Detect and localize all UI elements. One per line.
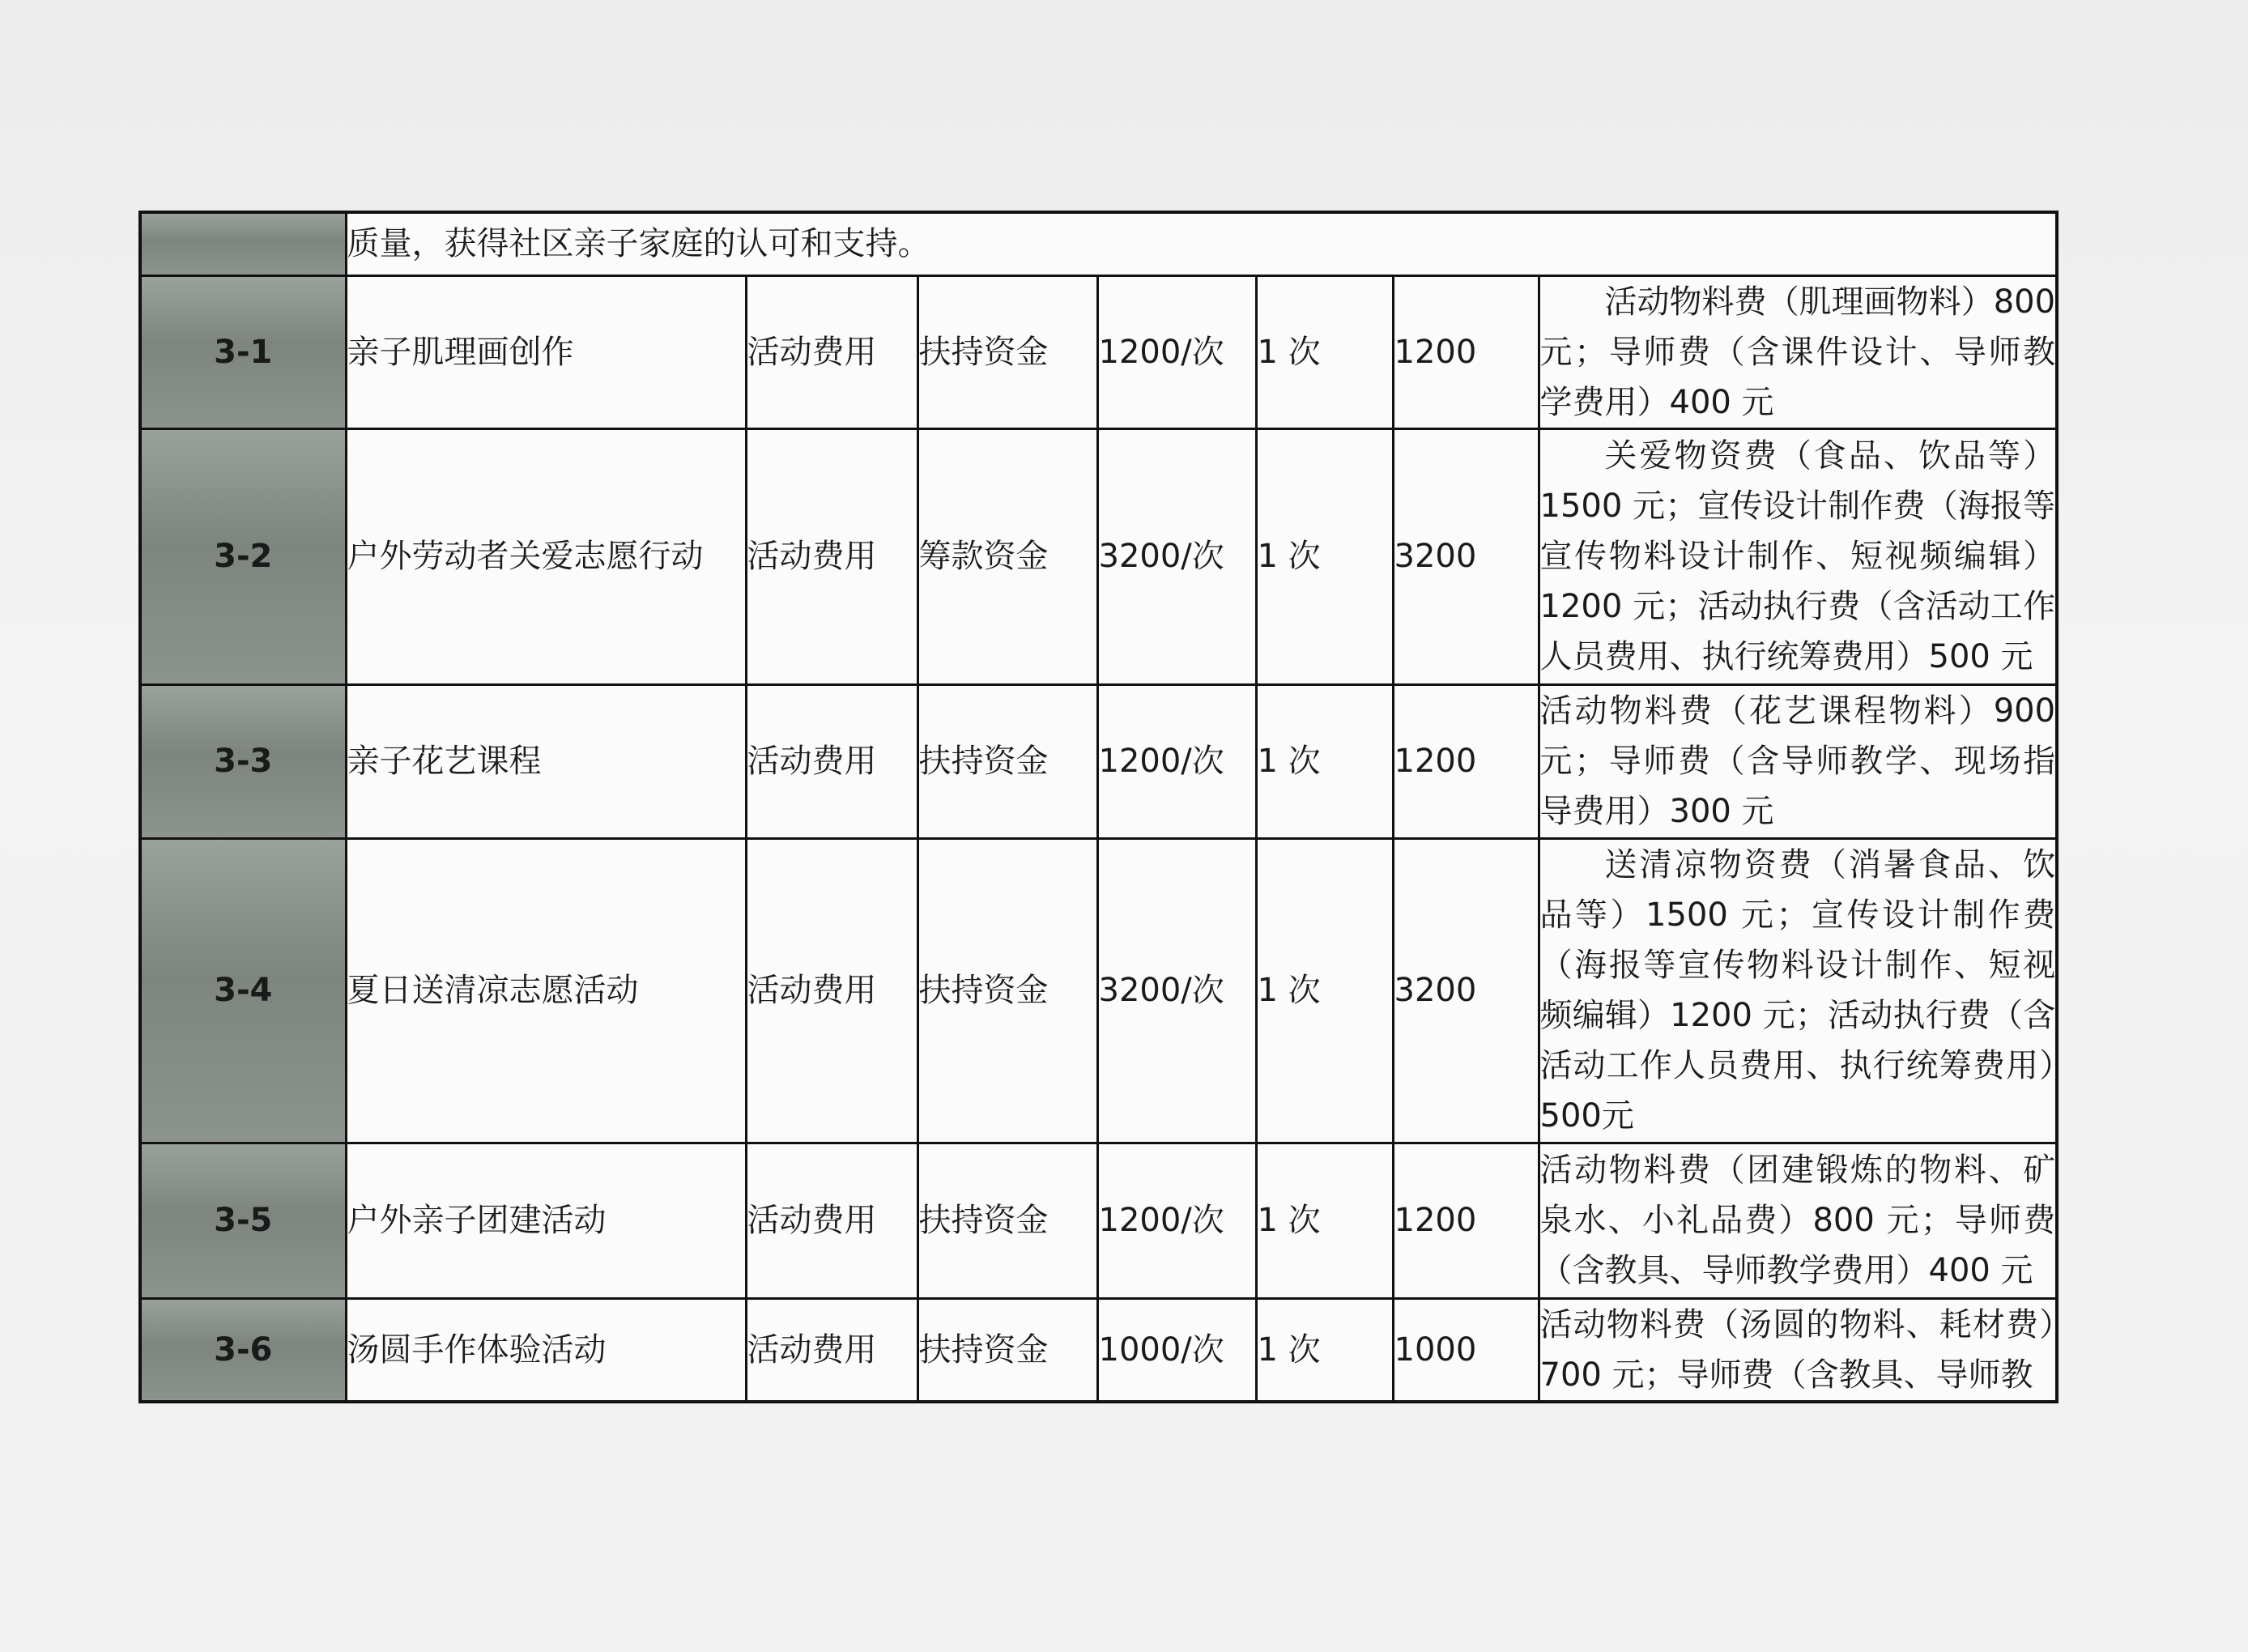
total-amount: 3200 — [1393, 838, 1539, 1143]
row-id: 3-2 — [140, 428, 346, 684]
activity-name: 户外劳动者关爱志愿行动 — [346, 428, 746, 684]
table-row-intro — [140, 212, 2057, 275]
row-id: 3-4 — [140, 838, 346, 1143]
expense-category: 活动费用 — [746, 1298, 918, 1402]
unit-price: 1000/次 — [1097, 1298, 1256, 1402]
activity-name: 亲子肌理画创作 — [346, 275, 746, 428]
session-count: 1 次 — [1256, 275, 1393, 428]
total-amount: 1200 — [1393, 1143, 1539, 1298]
expense-category: 活动费用 — [746, 684, 918, 838]
fund-source: 扶持资金 — [918, 275, 1097, 428]
row-id: 3-6 — [140, 1298, 346, 1402]
table-row — [140, 1143, 2057, 1298]
session-count: 1 次 — [1256, 428, 1393, 684]
cost-description: 活动物料费（肌理画物料）800元；导师费（含课件设计、导师教学费用）400 元 — [1539, 275, 2057, 428]
fund-source: 筹款资金 — [918, 428, 1097, 684]
fund-source: 扶持资金 — [918, 838, 1097, 1143]
expense-category: 活动费用 — [746, 838, 918, 1143]
expense-category: 活动费用 — [746, 275, 918, 428]
row-id: 3-1 — [140, 275, 346, 428]
expense-category: 活动费用 — [746, 1143, 918, 1298]
session-count: 1 次 — [1256, 1298, 1393, 1402]
intro-text: 质量，获得社区亲子家庭的认可和支持。 — [346, 212, 2057, 275]
cost-description: 活动物料费（汤圆的物料、耗材费）700 元；导师费（含教具、导师教 — [1539, 1298, 2057, 1402]
expense-category: 活动费用 — [746, 428, 918, 684]
total-amount: 3200 — [1393, 428, 1539, 684]
total-amount: 1200 — [1393, 684, 1539, 838]
id-cell-empty — [140, 212, 346, 275]
total-amount: 1000 — [1393, 1298, 1539, 1402]
activity-name: 亲子花艺课程 — [346, 684, 746, 838]
total-amount: 1200 — [1393, 275, 1539, 428]
cost-description: 活动物料费（团建锻炼的物料、矿泉水、小礼品费）800 元；导师费（含教具、导师教学费用）400 元 — [1539, 1143, 2057, 1298]
session-count: 1 次 — [1256, 1143, 1393, 1298]
row-id: 3-5 — [140, 1143, 346, 1298]
unit-price: 3200/次 — [1097, 838, 1256, 1143]
activity-name: 汤圆手作体验活动 — [346, 1298, 746, 1402]
unit-price: 3200/次 — [1097, 428, 1256, 684]
fund-source: 扶持资金 — [918, 684, 1097, 838]
unit-price: 1200/次 — [1097, 684, 1256, 838]
cost-description: 送清凉物资费（消暑食品、饮品等）1500 元；宣传设计制作费（海报等宣传物料设计制作、短视频编辑）1200 元；活动执行费（含活动工作人员费用、执行统筹费用）500元 — [1539, 838, 2057, 1143]
fund-source: 扶持资金 — [918, 1143, 1097, 1298]
fund-source: 扶持资金 — [918, 1298, 1097, 1402]
table-row — [140, 1298, 2057, 1402]
table-row — [140, 838, 2057, 1143]
table-row — [140, 428, 2057, 684]
cost-description: 活动物料费（花艺课程物料）900元；导师费（含导师教学、现场指导费用）300 元 — [1539, 684, 2057, 838]
row-id: 3-3 — [140, 684, 346, 838]
activity-name: 户外亲子团建活动 — [346, 1143, 746, 1298]
table-row — [140, 684, 2057, 838]
cost-description: 关爱物资费（食品、饮品等）1500 元；宣传设计制作费（海报等宣传物料设计制作、短视频编辑）1200 元；活动执行费（含活动工作人员费用、执行统筹费用）500 元 — [1539, 428, 2057, 684]
session-count: 1 次 — [1256, 684, 1393, 838]
unit-price: 1200/次 — [1097, 1143, 1256, 1298]
unit-price: 1200/次 — [1097, 275, 1256, 428]
table-row — [140, 275, 2057, 428]
session-count: 1 次 — [1256, 838, 1393, 1143]
budget-table — [138, 211, 2059, 1403]
activity-name: 夏日送清凉志愿活动 — [346, 838, 746, 1143]
